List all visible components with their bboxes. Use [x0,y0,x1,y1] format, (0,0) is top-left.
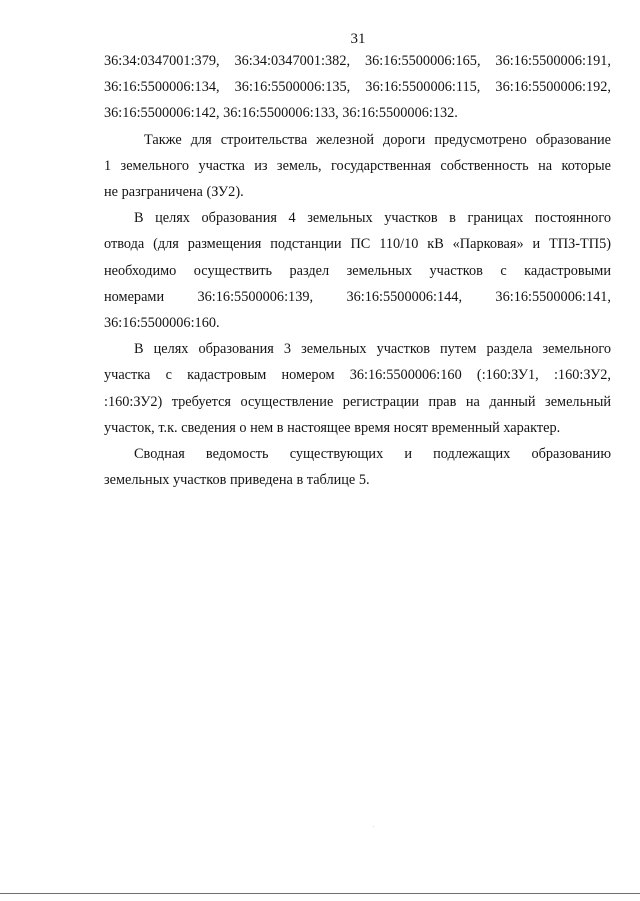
text-line: 36:16:5500006:160. [104,315,220,332]
text-line: 1 земельного участка из земель, государственная собственность на которые [104,157,611,174]
body-text [104,48,611,493]
page-number: 31 [350,31,366,47]
text-line: необходимо осуществить раздел земельных участков с кадастровыми [104,262,611,279]
text-line: номерами 36:16:5500006:139, 36:16:5500006:144, 36:16:5500006:141, [104,288,611,305]
text-line: 36:16:5500006:134, 36:16:5500006:135, 36:16:5500006:115, 36:16:5500006:192, [104,79,611,96]
text-line: В целях образования 3 земельных участков путем раздела земельного [134,341,611,358]
text-line: земельных участков приведена в таблице 5. [104,472,370,489]
text-line: 36:34:0347001:379, 36:34:0347001:382, 36:16:5500006:165, 36:16:5500006:191, [104,53,611,69]
text-line: участок, т.к. сведения о нем в настоящее время носят временный характер. [104,419,561,436]
text-line: Сводная ведомость существующих и подлежащих образованию [134,446,611,463]
text-line: В целях образования 4 земельных участков в границах постоянного [134,210,611,227]
text-line: отвода (для размещения подстанции ПС 110/10 кВ «Парковая» и ТПЗ-ТП5) [104,236,611,253]
text-line: участка с кадастровым номером 36:16:5500006:160 (:160:ЗУ1, :160:ЗУ2, [104,367,611,384]
text-line: не разграничена (ЗУ2). [104,184,244,201]
paragraph-cadastral-list [104,48,611,127]
paragraph-summary-reference [104,441,611,493]
text-line: 36:16:5500006:142, 36:16:5500006:133, 36:16:5500006:132. [104,105,458,122]
paragraph-substation-plots [104,205,611,336]
paragraph-railway-plot [104,127,611,206]
text-line: :160:ЗУ2) требуется осуществление регистрации прав на данный земельный [104,393,611,410]
text-line: Также для строительства железной дороги предусмотрено образование [144,131,611,148]
scan-artifact [373,826,374,827]
paragraph-division-plots [104,336,611,441]
bottom-rule [0,893,640,894]
